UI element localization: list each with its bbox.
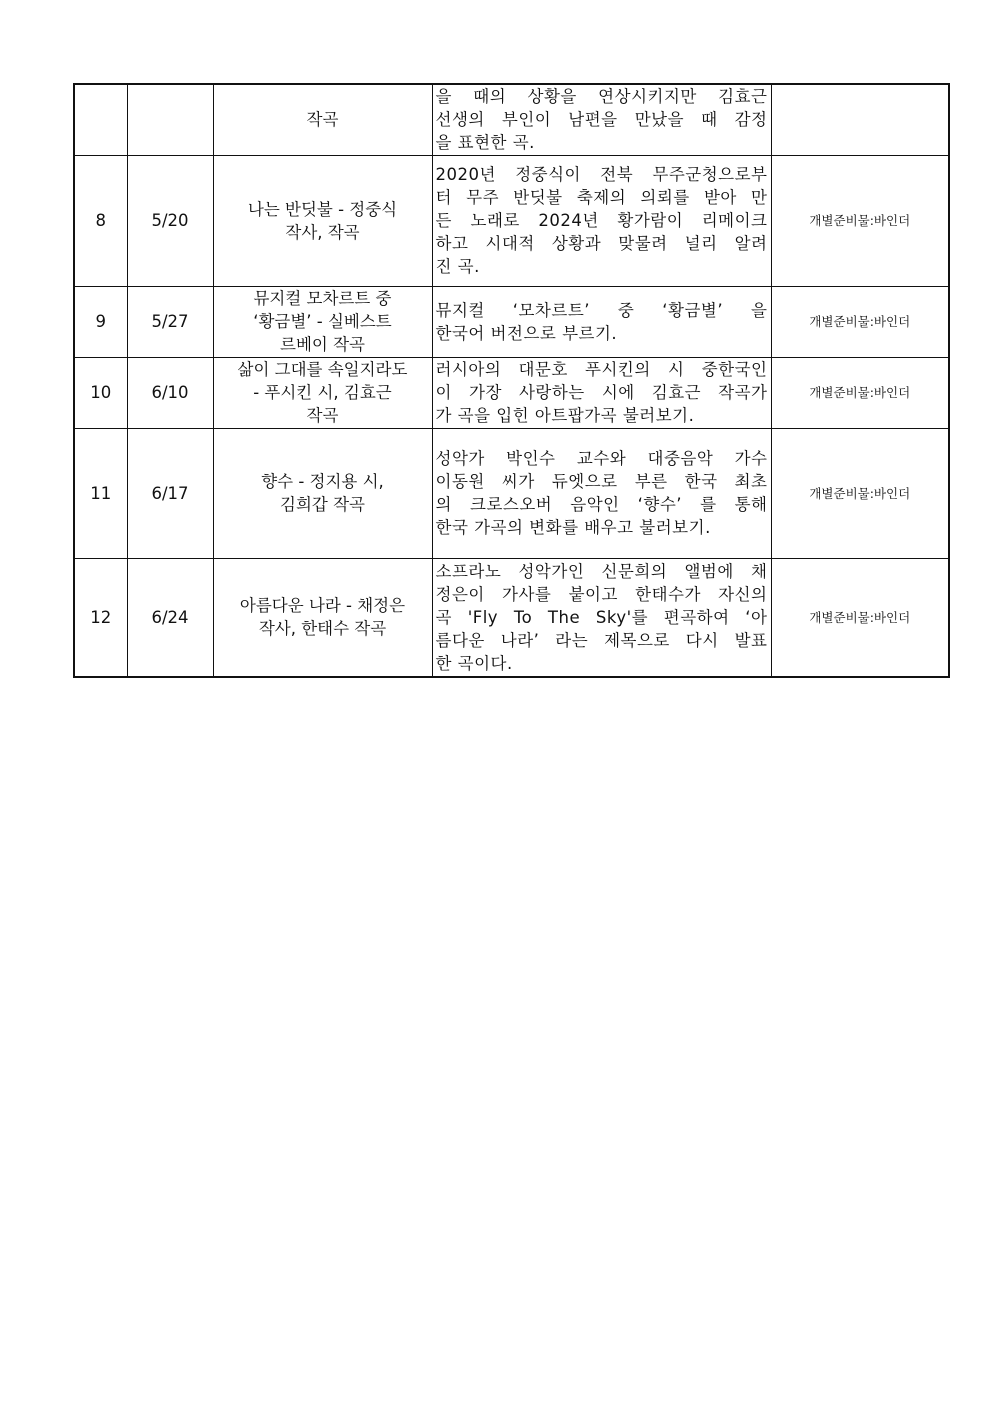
song-title-line: 뮤지컬 모차르트 중 bbox=[253, 289, 392, 308]
description-line: 이동원 씨가 듀엣으로 부른 한국 최초 bbox=[435, 472, 768, 491]
description-cell bbox=[432, 428, 771, 558]
materials-note-cell: 개별준비물:바인더 bbox=[771, 428, 949, 558]
materials-note-cell: 개별준비물:바인더 bbox=[771, 155, 949, 286]
session-number-cell bbox=[74, 84, 127, 155]
description-cell bbox=[432, 286, 771, 357]
description-line: 소프라노 성악가인 신문희의 앨범에 채 bbox=[435, 561, 768, 581]
song-title-line: 작곡 bbox=[306, 406, 339, 425]
session-number-cell: 11 bbox=[74, 428, 127, 558]
description-line: 을 표현한 곡. bbox=[435, 133, 535, 153]
song-title-cell bbox=[213, 558, 432, 677]
session-number-cell: 9 bbox=[74, 286, 127, 357]
materials-note-cell: 개별준비물:바인더 bbox=[771, 558, 949, 677]
date-cell: 6/24 bbox=[127, 558, 213, 677]
description-line: 한 곡이다. bbox=[435, 653, 513, 673]
description-line: 든 노래로 2024년 황가람이 리메이크 bbox=[435, 211, 768, 230]
table-row bbox=[74, 357, 949, 428]
date-cell: 6/17 bbox=[127, 428, 213, 558]
song-title-line: 향수 - 정지용 시, bbox=[261, 472, 384, 491]
song-title-cell bbox=[213, 286, 432, 357]
session-number-cell: 8 bbox=[74, 155, 127, 286]
song-title-cell bbox=[213, 357, 432, 428]
song-title-line: - 푸시킨 시, 김효근 bbox=[253, 383, 392, 402]
song-title-line: 작사, 작곡 bbox=[285, 222, 360, 242]
session-number-cell: 10 bbox=[74, 357, 127, 428]
description-line: 하고 시대적 상황과 맞물려 널리 알려 bbox=[435, 234, 768, 253]
description-line: 터 무주 반딧불 축제의 의뢰를 받아 만 bbox=[435, 188, 768, 207]
description-line: 을 때의 상황을 연상시키지만 김효근 bbox=[435, 87, 768, 107]
materials-note-cell bbox=[771, 84, 949, 155]
description-line: 러시아의 대문호 푸시킨의 시 중한국인 bbox=[435, 360, 768, 379]
description-cell bbox=[432, 84, 771, 155]
table-row bbox=[74, 428, 949, 558]
description-line: 이 가장 사랑하는 시에 김효근 작곡가 bbox=[435, 383, 768, 402]
description-line: 뮤지컬 ‘모차르트’ 중 ‘황금별’ 을 bbox=[435, 300, 768, 320]
description-line: 진 곡. bbox=[435, 257, 480, 276]
date-cell: 5/27 bbox=[127, 286, 213, 357]
description-line: 선생의 부인이 남편을 만났을 때 감정 bbox=[435, 110, 768, 130]
description-cell bbox=[432, 155, 771, 286]
song-title-line: ‘황금별’ - 실베스트 bbox=[253, 312, 392, 331]
date-cell: 5/20 bbox=[127, 155, 213, 286]
description-line: 의 크로스오버 음악인 ‘향수’ 를 통해 bbox=[435, 495, 768, 514]
song-title-line: 나는 반딧불 - 정중식 bbox=[247, 199, 398, 219]
song-title-line: 삶이 그대를 속일지라도 bbox=[237, 360, 408, 379]
table-row bbox=[74, 558, 949, 677]
description-line: 2020년 정중식이 전북 무주군청으로부 bbox=[435, 165, 768, 184]
materials-note-cell: 개별준비물:바인더 bbox=[771, 286, 949, 357]
song-title-line: 아름다운 나라 - 채정은 bbox=[239, 596, 406, 616]
table-row bbox=[74, 155, 949, 286]
song-title-line: 르베이 작곡 bbox=[280, 335, 365, 354]
description-cell bbox=[432, 558, 771, 677]
song-title-cell bbox=[213, 84, 432, 155]
date-cell bbox=[127, 84, 213, 155]
description-line: 한국 가곡의 변화를 배우고 불러보기. bbox=[435, 518, 711, 537]
table-row bbox=[74, 84, 949, 155]
description-line: 한국어 버전으로 부르기. bbox=[435, 323, 618, 343]
description-line: 정은이 가사를 붙이고 한태수가 자신의 bbox=[435, 584, 768, 604]
materials-note-cell: 개별준비물:바인더 bbox=[771, 357, 949, 428]
session-number-cell: 12 bbox=[74, 558, 127, 677]
lesson-plan-table bbox=[73, 83, 950, 678]
date-cell: 6/10 bbox=[127, 357, 213, 428]
description-line: 곡 'Fly To The Sky'를 편곡하여 ‘아 bbox=[435, 607, 768, 627]
description-line: 가 곡을 입힌 아트팝가곡 불러보기. bbox=[435, 406, 695, 425]
description-line: 성악가 박인수 교수와 대중음악 가수 bbox=[435, 449, 768, 468]
song-title-line: 김희갑 작곡 bbox=[280, 495, 365, 514]
description-cell bbox=[432, 357, 771, 428]
song-title-line: 작곡 bbox=[306, 110, 339, 130]
song-title-cell bbox=[213, 428, 432, 558]
description-line: 름다운 나라’ 라는 제목으로 다시 발표 bbox=[435, 630, 768, 650]
table-row bbox=[74, 286, 949, 357]
song-title-line: 작사, 한태수 작곡 bbox=[258, 619, 387, 639]
song-title-cell bbox=[213, 155, 432, 286]
